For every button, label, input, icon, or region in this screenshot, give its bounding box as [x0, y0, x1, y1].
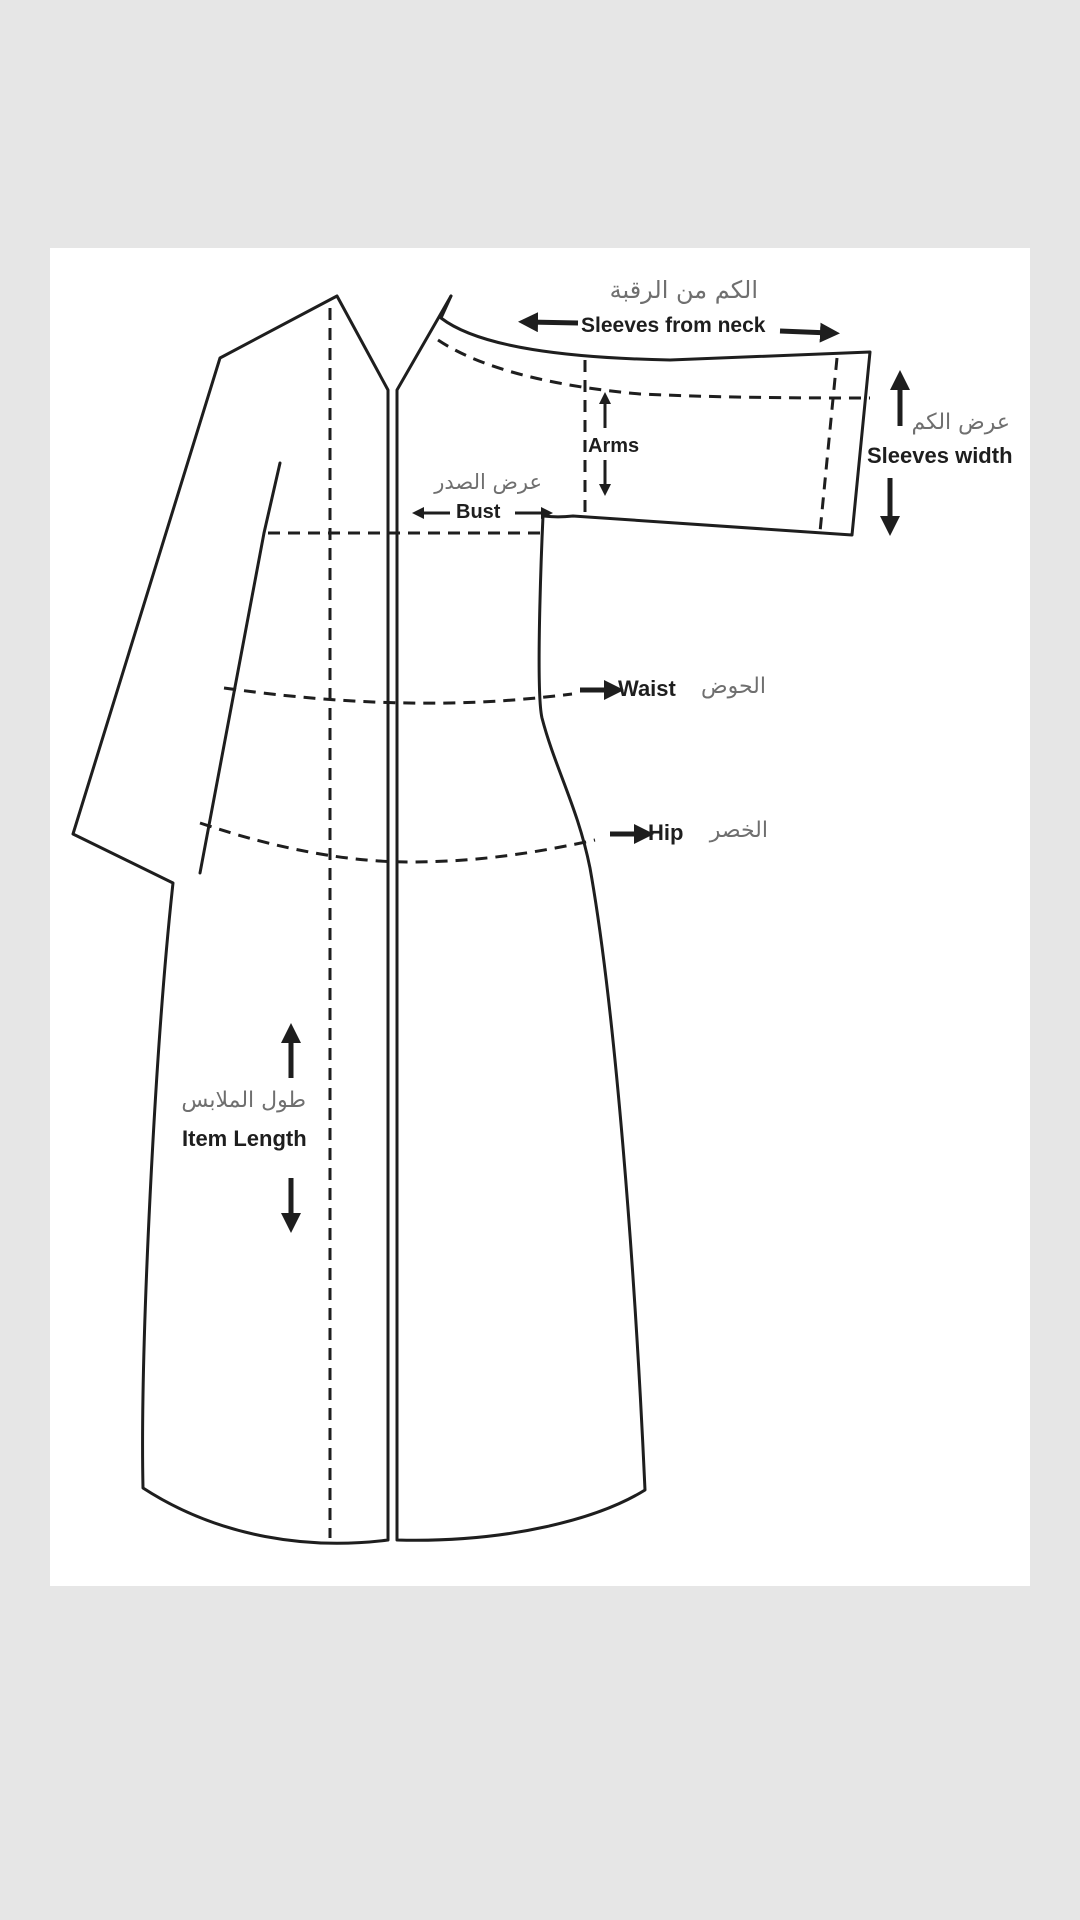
left-panel-outline	[73, 296, 388, 1543]
waist-label-ar: الحوض	[701, 674, 766, 699]
item-length-label-ar: طول الملابس	[181, 1088, 306, 1113]
waist-label: Waist	[618, 676, 676, 701]
left-sleeve-inner-line	[200, 463, 280, 873]
arms-label: Arms	[588, 435, 640, 457]
sleeves-width-label-ar: عرض الكم	[911, 410, 1010, 435]
sleeves-from-neck-label-ar: الكم من الرقبة	[609, 276, 758, 304]
item-length-label: Item Length	[182, 1126, 307, 1151]
bust-label-ar: عرض الصدر	[434, 470, 542, 494]
hip-label: Hip	[648, 820, 684, 845]
sleeves-from-neck-arrow-right	[780, 331, 830, 333]
sleeves-from-neck-label: Sleeves from neck	[581, 314, 766, 337]
hip-label-ar: الخصر	[709, 818, 768, 843]
sleeves-width-label: Sleeves width	[867, 443, 1013, 468]
sleeves-from-neck-arrow-left	[528, 322, 578, 323]
size-guide-diagram	[50, 248, 1030, 1586]
bust-label: Bust	[456, 501, 501, 523]
sleeve-cuff-line	[820, 358, 837, 532]
sleeves-from-neck-line	[438, 340, 870, 398]
